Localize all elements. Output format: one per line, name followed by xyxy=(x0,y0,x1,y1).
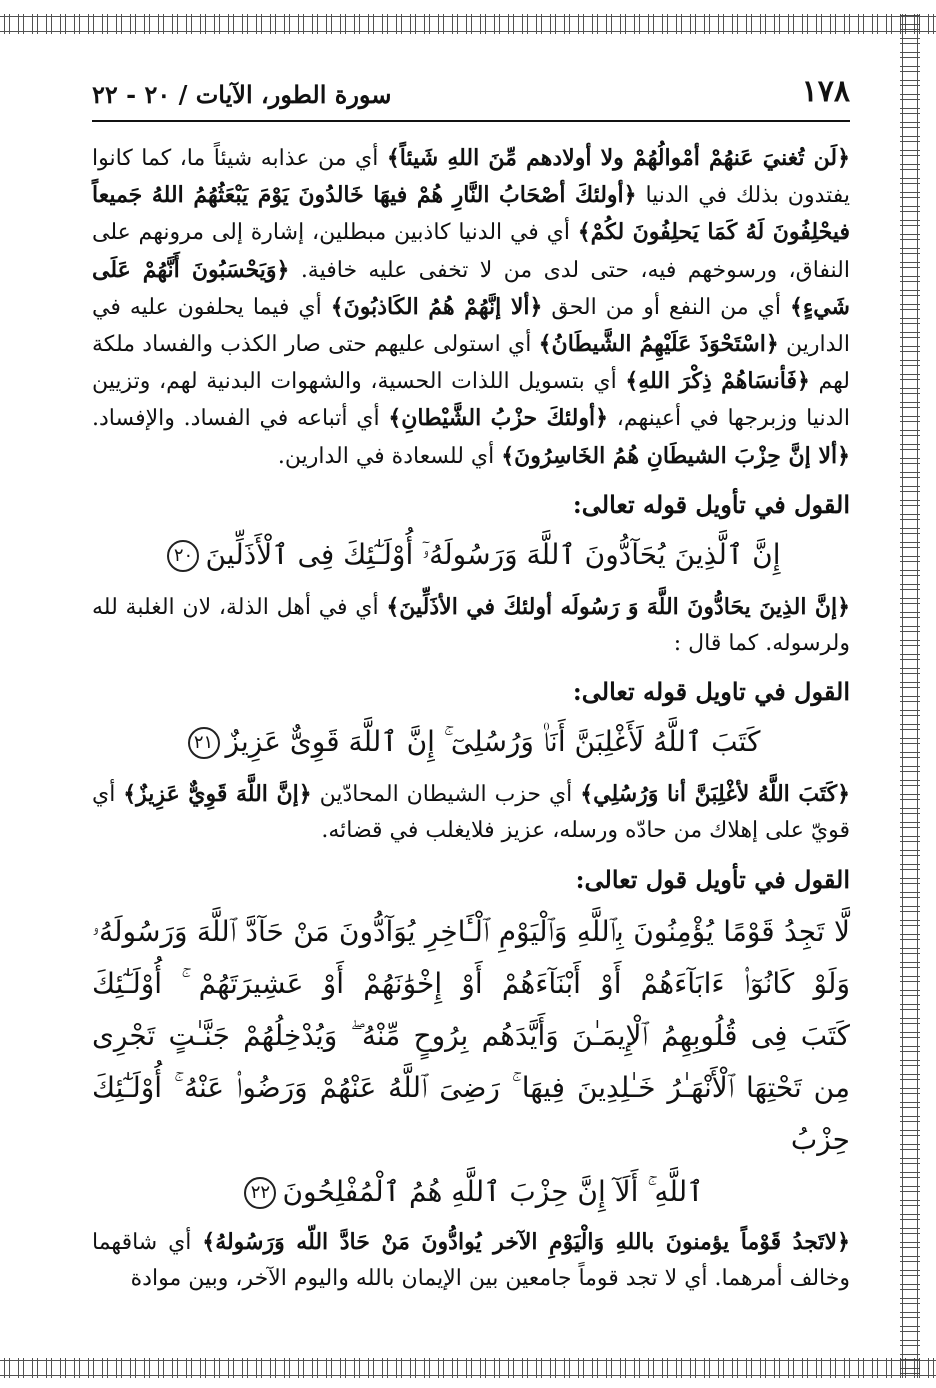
quran-quote: ﴿كَتَبَ اللَّهُ لأغْلِبَنَّ أنا وَرُسُلِي﴾ xyxy=(580,781,850,808)
commentary-text: أي شاقهما وخالف أمرهما. أي لا تجد قوماً جامعين بين الإيمان بالله واليوم الآخر، وبين موادة xyxy=(92,1229,850,1291)
quran-verse xyxy=(92,531,850,579)
commentary-paragraph xyxy=(92,589,850,662)
quran-quote: ﴿لاتَجدُ قَوْماً يؤمنونَ باللهِ وَالْيَوْمِ الآخر يُوادُّونَ مَنْ حَادَّ اللّه وَرَسُولهُ﴾ xyxy=(202,1228,850,1255)
section-heading: القول في تأويل قوله تعالى: xyxy=(572,489,850,519)
quran-verse-block xyxy=(92,906,850,1218)
decorative-border-right xyxy=(900,14,920,1378)
quran-quote: ﴿وَيَحْسَبُونَ أَنَّهُمْ عَلَى شَيءٍ﴾ xyxy=(92,256,850,320)
quran-quote: ﴿إنَّ الذِينَ يحَادُّونَ اللَّهَ وَ رَسُولَه أولئكَ في الأذَلِّينَ﴾ xyxy=(386,593,851,620)
commentary-text: أي حزب الشيطان المحادّين xyxy=(311,782,581,808)
quran-quote: ﴿لَن تُغنيَ عَنهُمْ أمْوالُهُمْ ولا أولادهم مِّنَ اللهِ شَيئاً﴾ xyxy=(386,145,850,171)
ayah-number-badge: ٢٢ xyxy=(244,1177,276,1209)
page-header xyxy=(92,72,850,122)
commentary-text: أي في الدنيا كاذبين مبطلين، إشارة إلى مرونهم على النفاق، ورسوخهم فيه، حتى لدى من لا تخفى عليه خافية. xyxy=(92,220,850,283)
decorative-border-top xyxy=(0,14,936,34)
ayah-number-badge: ٢١ xyxy=(188,727,220,759)
quran-quote: ﴿ألا إنَّهُمْ هُمُ الكَاذبُونَ﴾ xyxy=(330,293,543,320)
verse-line: ٱللَّهِ ۚ أَلَآ إِنَّ حِزْبَ ٱللَّهِ هُمُ ٱلْمُفْلِحُونَ xyxy=(282,1174,704,1208)
quran-quote: ﴿أولئكَ أصْحَابُ النَّارِ هُمْ فيهَا خَالدُونَ يَوْمَ يَبْعَثُهُمُ اللهُ جَميعاً فيحْلِفُونَ لَهُ كَمَا يَحلِفُونَ لكُمْ﴾ xyxy=(92,182,850,246)
commentary-paragraph xyxy=(92,776,850,849)
quran-quote: ﴿اسْتَحْوَذَ عَلَيْهِمُ الشَّيطَانُ﴾ xyxy=(538,331,779,358)
commentary-paragraph xyxy=(92,1224,850,1297)
commentary-text: أي أتباعه في الفساد. والإفساد. xyxy=(92,406,389,432)
verse-line-last xyxy=(92,1166,850,1218)
commentary-text: أي في أهل الذلة، لان الغلبة لله ولرسوله. كما قال : xyxy=(92,594,850,657)
commentary-text: أي فيما يحلفون عليه في الدارين xyxy=(92,294,851,358)
commentary-text: أي بتسويل اللذات الحسية، والشهوات البدنية لهم، وتزيين الدنيا وزبرجها في أعينهم، xyxy=(92,369,850,432)
verse-line: كَتَبَ فِى قُلُوبِهِمُ ٱلْإِيمَـٰنَ وَأَيَّدَهُم بِرُوحٍ مِّنْهُ ۖ وَيُدْخِلُهُمْ جَنَّـٰتٍ تَجْرِى xyxy=(92,1018,850,1052)
commentary-text: أي قويّ على إهلاك من حادّه ورسله، عزيز فلايغلب في قضائه. xyxy=(92,782,850,844)
commentary-text: أي من عذابه شيئاً ما، كما كانوا يفتدون بذلك في الدنيا xyxy=(92,146,851,209)
section-heading: القول في تاويل قوله تعالى: xyxy=(572,677,850,707)
quran-verse xyxy=(92,718,850,766)
decorative-border-bottom xyxy=(0,1358,936,1378)
commentary-text: أي للسعادة في الدارين. xyxy=(277,443,502,469)
verse-line: لَّا تَجِدُ قَوْمًا يُؤْمِنُونَ بِٱللَّهِ وَٱلْيَوْمِ ٱلْـَٔاخِرِ يُوَآدُّونَ مَنْ حَآدَّ ٱللَّهَ وَرَسُولَهُۥ xyxy=(92,914,850,948)
page-number: ١٧٨ xyxy=(801,74,850,109)
commentary-text: أي استولى عليهم حتى صار الكذب والفساد ملكة لهم xyxy=(92,332,850,395)
verse-text: إِنَّ ٱلَّذِينَ يُحَآدُّونَ ٱللَّهَ وَرَسُولَهُۥٓ أُوْلَـٰٓئِكَ فِى ٱلْأَذَلِّينَ xyxy=(205,537,781,571)
verse-line: وَلَوْ كَانُوٓا۟ ءَابَآءَهُمْ أَوْ أَبْنَآءَهُمْ أَوْ إِخْوَٰنَهُمْ أَوْ عَشِيرَتَهُمْ ۚ أُوْلَـٰٓئِكَ xyxy=(92,966,850,1000)
section-heading: القول في تأويل قول تعالى: xyxy=(575,864,850,894)
commentary-paragraph xyxy=(92,140,850,475)
verse-line: مِن تَحْتِهَا ٱلْأَنْهَـٰرُ خَـٰلِدِينَ فِيهَا ۚ رَضِىَ ٱللَّهُ عَنْهُمْ وَرَضُوا۟ عَنْهُ ۚ أُوْلَـٰٓئِكَ حِزْبُ xyxy=(92,1070,850,1156)
running-title: سورة الطور، الآيات / ٢٠ - ٢٢ xyxy=(92,80,392,109)
ayah-number-badge: ٢٠ xyxy=(167,540,199,572)
page-body xyxy=(92,140,850,1297)
quran-quote: ﴿ألا إنَّ حِزْبَ الشيطَانِ هُمُ الخَاسِرُونَ﴾ xyxy=(501,442,850,469)
verse-text: كَتَبَ ٱللَّهُ لَأَغْلِبَنَّ أَنَا۠ وَرُسُلِىٓ ۚ إِنَّ ٱللَّهَ قَوِىٌّ عَزِيزٌ xyxy=(225,725,761,759)
commentary-text: أي من النفع أو من الحق xyxy=(542,294,790,320)
quran-quote: ﴿إنَّ اللَّهَ قَوِيٌّ عَزِيزٌ﴾ xyxy=(123,781,312,808)
quran-quote: ﴿أولئكَ حزْبُ الشَّيْطانِ﴾ xyxy=(388,405,609,432)
quran-quote: ﴿فَأنسَاهُمْ ذِكْرَ اللهِ﴾ xyxy=(625,368,810,395)
